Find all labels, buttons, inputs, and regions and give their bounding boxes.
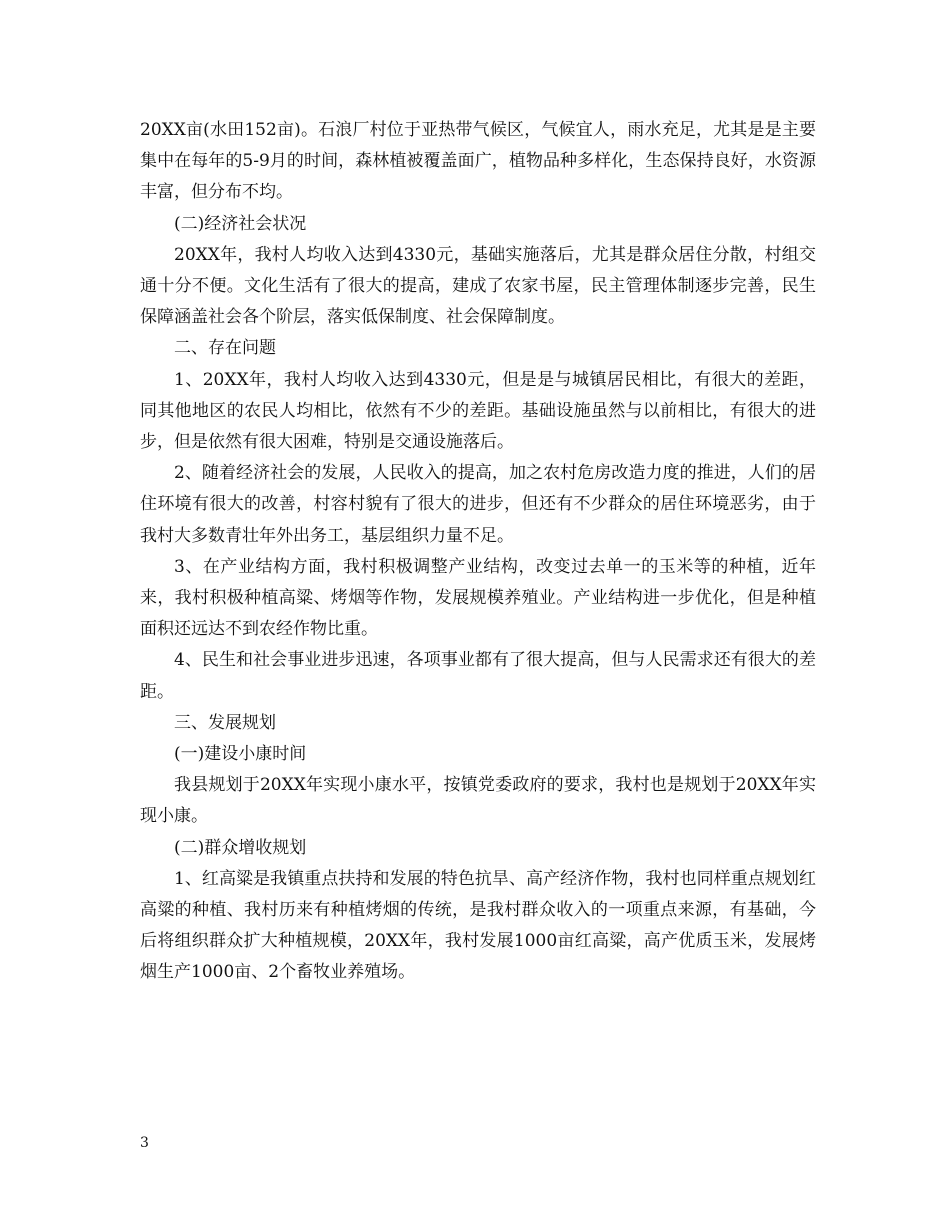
body-paragraph: 我县规划于20XX年实现小康水平，按镇党委政府的要求，我村也是规划于20XX年实现小康。 (140, 775, 816, 827)
section-subheading-economy: (二)经济社会状况 (174, 213, 307, 234)
list-item-paragraph: 1、红高粱是我镇重点扶持和发展的特色抗旱、高产经济作物，我村也同样重点规划红高粱的种植、我村历来有种植烤烟的传统，是我村群众收入的一项重点来源，有基础，今后将组织群众扩大种植规模，20XX年，我村发展1000亩红高粱，高产优质玉米，发展烤烟生产1000亩、2个畜牧业养殖场。 (140, 868, 816, 983)
body-paragraph: 20XX亩(水田152亩)。石浪厂村位于亚热带气候区，气候宜人，雨水充足，尤其是是主要集中在每年的5-9月的时间，森林植被覆盖面广，植物品种多样化，生态保持良好，水资源丰富，但分布不均。 (140, 120, 816, 203)
section-heading-planning: 三、发展规划 (174, 712, 276, 733)
list-item-paragraph: 1、20XX年，我村人均收入达到4330元，但是是与城镇居民相比，有很大的差距，同其他地区的农民人均相比，依然有不少的差距。基础设施虽然与以前相比，有很大的进步，但是依然有很大困难，特别是交通设施落后。 (140, 369, 816, 453)
section-heading-problems: 二、存在问题 (174, 338, 276, 359)
section-subheading-income: (二)群众增收规划 (174, 837, 307, 858)
list-item-paragraph: 3、在产业结构方面，我村积极调整产业结构，改变过去单一的玉米等的种植，近年来，我村积极种植高粱、烤烟等作物，发展规模养殖业。产业结构进一步优化，但是种植面积还远达不到农经作物比重。 (140, 556, 816, 640)
list-item-paragraph: 2、随着经济社会的发展，人民收入的提高，加之农村危房改造力度的推进，人们的居住环境有很大的改善，村容村貌有了很大的进步，但还有不少群众的居住环境恶劣，由于我村大多数青壮年外出务工，基层组织力量不足。 (140, 463, 816, 546)
page-number: 3 (140, 1135, 149, 1151)
section-subheading-xiaokang: (一)建设小康时间 (174, 744, 307, 765)
document-body (140, 115, 816, 989)
body-paragraph: 20XX年，我村人均收入达到4330元，基础实施落后，尤其是群众居住分散，村组交通十分不便。文化生活有了很大的提高，建成了农家书屋，民主管理体制逐步完善，民生保障涵盖社会各个阶层，落实低保制度、社会保障制度。 (140, 244, 816, 328)
list-item-paragraph: 4、民生和社会事业进步迅速，各项事业都有了很大提高，但与人民需求还有很大的差距。 (140, 650, 816, 702)
